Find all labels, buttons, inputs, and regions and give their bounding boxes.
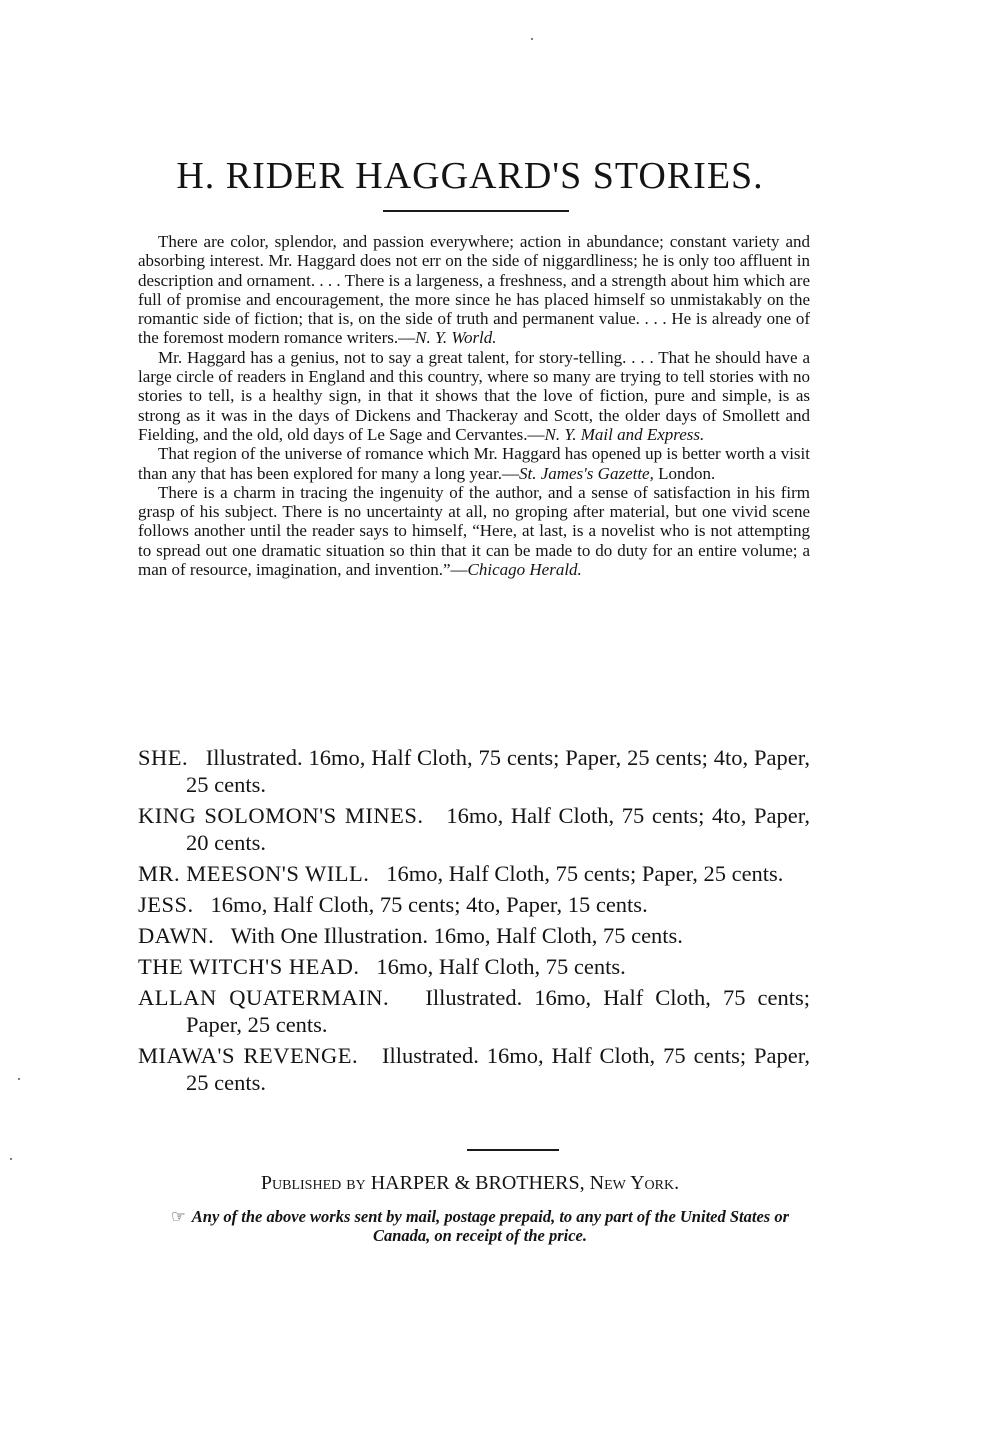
review-text: There is a charm in tracing the ingenuity of the author, and a sense of satisfaction in his firm grasp of his subject. There is no uncertainty at all, no groping after material, but one vivid scene follows another until the reader says to himself, “Here, at last, is a novelist who is not attempting to spread out one dramatic situation so thin that it can be made to do duty for an entire volume; a man of resource, imagination, and invention.”— [138,482,810,580]
pointing-hand-icon: ☞ [170,1207,186,1226]
print-speck [10,1158,12,1160]
publisher-line [0,1170,940,1196]
review-paragraph [138,483,810,579]
book-entry [138,1042,810,1096]
review-source: Chicago Herald. [467,560,582,580]
book-details: 16mo, Half Cloth, 75 cents; Paper, 25 cents. [386,861,784,886]
book-title: SHE. [138,745,189,770]
book-details: Illustrated. 16mo, Half Cloth, 75 cents; Paper, 25 cents. [186,1043,810,1095]
review-source: N. Y. World. [415,328,497,348]
book-entry [138,984,810,1038]
book-title: JESS. [138,892,194,917]
review-paragraph [138,348,810,444]
review-text: There are color, splendor, and passion everywhere; action in abundance; constant variety and absorbing interest. Mr. Haggard does not err on the side of niggardliness; he is only too affluent in description and ornament. . . . There is a largeness, a freshness, and a strength about him which are full of promise and encouragement, the more since he has placed himself so unmistakably on the romantic side of fiction; that is, on the side of truth and permanent value. . . . He is already one of the foremost modern romance writers.— [138,232,810,348]
publisher-place: New York. [589,1172,680,1194]
book-title: DAWN. [138,923,215,948]
notice-text: Any of the above works sent by mail, postage prepaid, to any part of the United States or Canada, on receipt of the price. [191,1207,789,1245]
book-details: Illustrated. 16mo, Half Cloth, 75 cents; Paper, 25 cents; 4to, Paper, 25 cents. [186,745,810,797]
book-details: With One Illustration. 16mo, Half Cloth, 75 cents. [230,923,683,948]
book-title: MIAWA'S REVENGE. [138,1043,359,1068]
list-rule [467,1149,559,1151]
mail-order-notice [150,1207,810,1245]
book-details: 16mo, Half Cloth, 75 cents. [376,954,626,979]
publisher-name: HARPER & BROTHERS, [370,1172,585,1194]
book-title: KING SOLOMON'S MINES. [138,803,424,828]
press-reviews [138,232,810,579]
book-title: THE WITCH'S HEAD. [138,954,360,979]
review-source-suffix: London. [653,463,716,483]
print-speck [531,38,533,40]
review-paragraph [138,444,810,483]
review-source: N. Y. Mail and Express. [544,424,705,444]
book-entry [138,953,810,980]
review-source: St. James's Gazette, [518,463,654,483]
book-title: ALLAN QUATERMAIN. [138,985,390,1010]
title-rule [383,210,569,212]
page-title: H. RIDER HAGGARD'S STORIES. [176,155,764,197]
book-list [138,744,810,1100]
print-speck [18,1078,20,1080]
book-entry [138,891,810,918]
book-details: Illustrated. 16mo, Half Cloth, 75 cents; Paper, 25 cents. [186,985,810,1037]
book-entry [138,802,810,856]
review-text: Mr. Haggard has a genius, not to say a great talent, for story-telling. . . . That he should have a large circle of readers in England and this country, where so many are trying to tell stories with no stories to tell, is a healthy sign, in that it shows that the love of fiction, pure and simple, is as strong as it was in the days of Dickens and Thackeray and Scott, the older days of Smollett and Fielding, and the old, old days of Le Sage and Cervantes.— [138,347,810,444]
book-entry [138,922,810,949]
book-entry [138,744,810,798]
book-details: 16mo, Half Cloth, 75 cents; 4to, Paper, 20 cents. [186,803,810,855]
book-title: MR. MEESON'S WILL. [138,861,370,886]
review-text: That region of the universe of romance which Mr. Haggard has opened up is better worth a visit than any that has been explored for many a long year.— [138,444,810,483]
book-details: 16mo, Half Cloth, 75 cents; 4to, Paper, 15 cents. [210,892,648,917]
publisher-prefix: Published by [260,1172,366,1194]
review-paragraph [138,232,810,348]
book-entry [138,860,810,887]
